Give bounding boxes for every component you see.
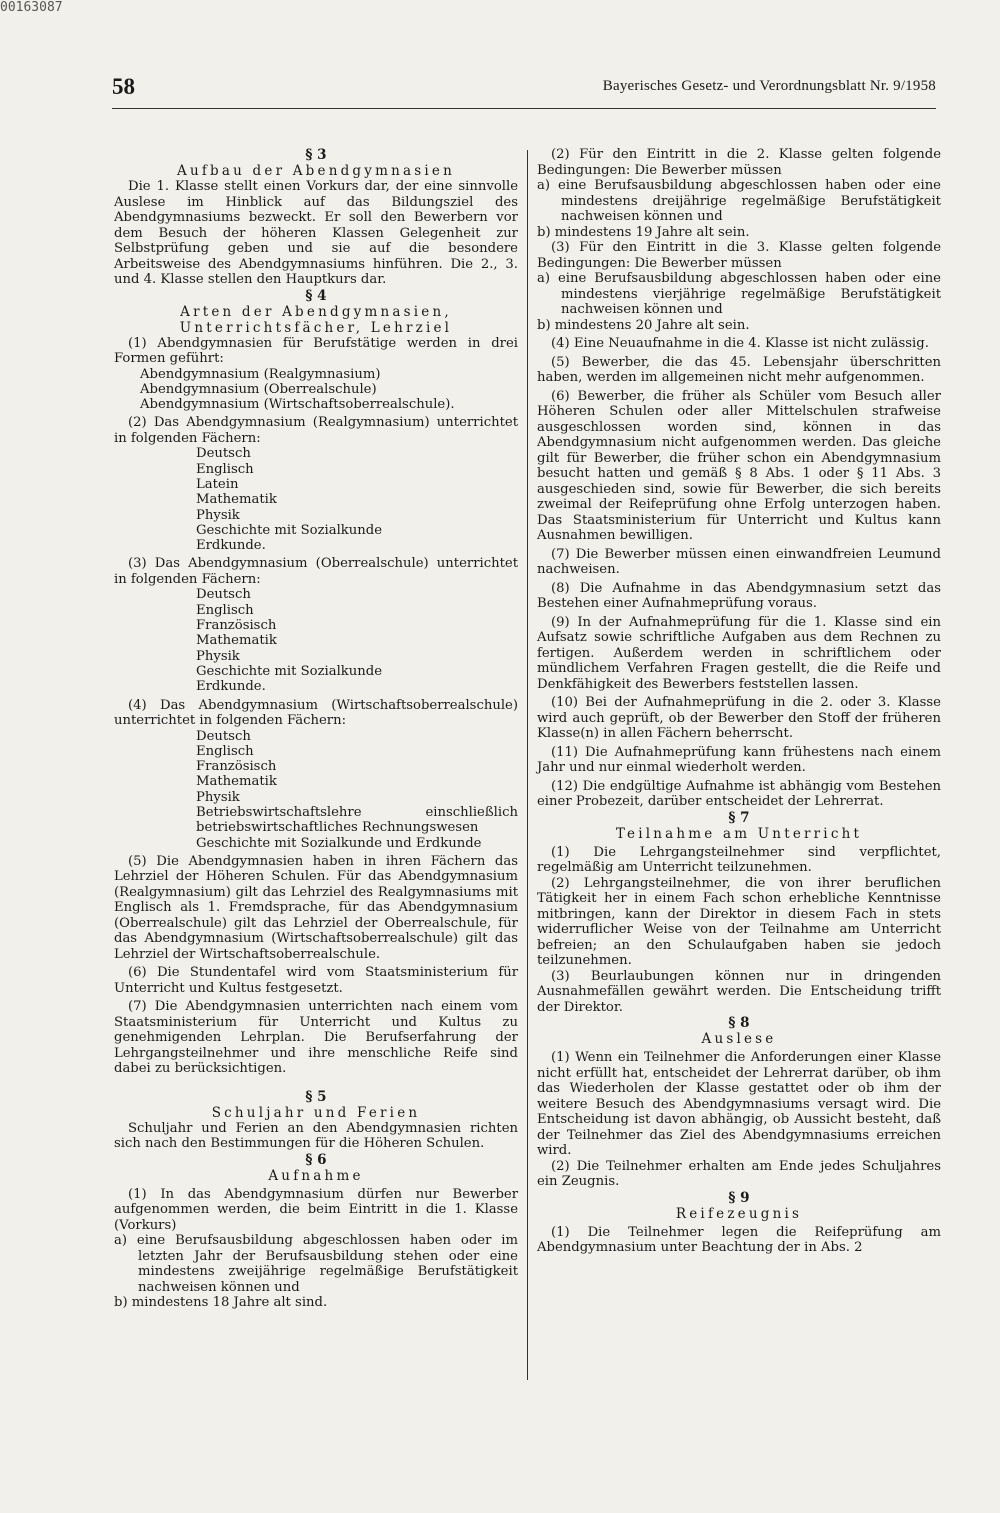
list-item: Erdkunde. [196,538,266,554]
list-item: Deutsch [196,728,251,744]
section-number: § 7 [728,809,750,826]
paragraph: (3) Beurlaubungen können nur in dringenden Ausnahmefällen gewährt werden. Die Entscheidung trifft der Direktor. [537,968,941,1015]
paragraph: (11) Die Aufnahmeprüfung kann frühestens nach einem Jahr und nur einmal wiederholt werden. [537,744,941,775]
list-item: Physik [196,648,240,664]
paragraph: (5) Bewerber, die das 45. Lebensjahr überschritten haben, werden im allgemeinen nicht mehr aufgenommen. [537,354,941,385]
paragraph: (2) Lehrgangsteilnehmer, die von ihrer beruflichen Tätigkeit her in einem Fach schon erhebliche Kenntnisse mitbringen, kann der Direktor in diesem Fach in stets widerruflicher Weise von der Teilnahme am Unterricht befreien; an den Schulaufgaben haben sie jedoch teilzunehmen. [537,875,941,968]
paragraph: (2) Das Abendgymnasium (Realgymnasium) unterrichtet in folgenden Fächern: [114,415,518,446]
section-number: § 3 [305,147,327,163]
section-title: Aufnahme [268,1167,364,1184]
form-list [114,367,518,413]
list-item: b) mindestens 19 Jahre alt sein. [537,224,750,240]
list-item: b) mindestens 18 Jahre alt sind. [114,1295,328,1311]
section-title: Reifezeugnis [675,1205,803,1222]
paragraph: (7) Die Bewerber müssen einen einwandfreien Leumund nachweisen. [537,546,941,577]
list-item: Abendgymnasium (Wirtschaftsoberrealschule). [140,397,455,413]
paragraph: Die 1. Klasse stellt einen Vorkurs dar, der eine sinnvolle Auslese im Hinblick auf das Bildungsziel des Abendgymnasiums bezweckt. Er soll den Bewerbern vor dem Besuch der höheren Klassen Gelegenheit zur Selbstprüfung geben und sie auf die besondere Arbeitsweise des Abendgymnasiums hinführen. Die 2., 3. und 4. Klasse stellen den Hauptkurs dar. [114,179,518,287]
list-item: Betriebswirtschaftslehre einschließlich betriebswirtschaftliches Rechnungswesen [196,805,518,836]
left-column [114,147,518,1311]
paragraph: (1) Wenn ein Teilnehmer die Anforderungen einer Klasse nicht erfüllt hat, entscheidet der Lehrerrat darüber, ob ihm das Wiederholen der Klasse gestattet oder ob ihm der weitere Besuch des Abendgymnasiums versagt wird. Die Entscheidung ist davon abhängig, ob Aussicht besteht, daß der Teilnehmer das Ziel des Abendgymnasiums erreichen wird. [537,1050,941,1158]
section-title: Auslese [701,1031,777,1047]
section-number: § 5 [305,1088,327,1105]
paragraph: (8) Die Aufnahme in das Abendgymnasium setzt das Bestehen einer Aufnahmeprüfung voraus. [537,580,941,611]
section-number: § 6 [305,1151,327,1168]
section-title: Teilnahme am Unterricht [615,825,863,842]
list-item: Englisch [196,743,254,759]
scan-stamp: 00163087 [0,0,63,15]
paragraph: (3) Das Abendgymnasium (Oberrealschule) unterrichtet in folgenden Fächern: [114,556,518,587]
paragraph: (12) Die endgültige Aufnahme ist abhängig vom Bestehen einer Probezeit, darüber entscheidet der Lehrerrat. [537,778,941,809]
list-item: a) eine Berufsausbildung abgeschlossen haben oder eine mindestens vierjährige regelmäßige Berufstätigkeit nachweisen können und [537,271,941,317]
paragraph: (4) Eine Neuaufnahme in die 4. Klasse ist nicht zulässig. [551,336,929,351]
list-item: Abendgymnasium (Realgymnasium) [140,366,381,382]
list-item: Französisch [196,759,277,775]
right-column [537,147,941,1256]
paragraph: (1) In das Abendgymnasium dürfen nur Bewerber aufgenommen werden, die beim Eintritt in die 1. Klasse (Vorkurs) [114,1186,518,1233]
paragraph: (4) Das Abendgymnasium (Wirtschaftsoberrealschule) unterrichtet in folgenden Fächern: [114,697,518,729]
subject-list [114,587,518,694]
section-number: § 4 [305,287,327,304]
section-title: Arten der Abendgymnasien, Unterrichtsfächer, Lehrziel [179,303,453,336]
paragraph: (6) Bewerber, die früher als Schüler vom Besuch aller Höheren Schulen oder aller Mittelschulen strafweise ausgeschlossen worden sind, können in das Abendgymnasium nicht aufgenommen werden. Das gleiche gilt für Bewerber, die früher schon ein Abendgymnasium besucht hatten und gemäß § 8 Abs. 1 oder § 11 Abs. 3 ausgeschieden sind, sowie für Bewerber, die sich bereits zweimal der Reifeprüfung ohne Erfolg unterzogen haben. Das Staatsministerium für Unterricht und Kultus kann Ausnahmen bewilligen. [537,388,941,543]
list-item: Mathematik [196,492,277,508]
paragraph: Schuljahr und Ferien an den Abendgymnasien richten sich nach den Bestimmungen für die Höheren Schulen. [114,1120,518,1152]
list-item: Geschichte mit Sozialkunde [196,663,383,679]
column-divider [527,150,528,1380]
paragraph: (2) Die Teilnehmer erhalten am Ende jedes Schuljahres ein Zeugnis. [537,1158,941,1189]
list-item: Abendgymnasium (Oberrealschule) [140,381,377,397]
list-item: Erdkunde. [196,679,266,695]
paragraph: (6) Die Stundentafel wird vom Staatsministerium für Unterricht und Kultus festgesetzt. [114,965,518,996]
list-item: Latein [196,476,239,492]
section-number: § 8 [728,1015,750,1031]
paragraph: (9) In der Aufnahmeprüfung für die 1. Klasse sind ein Aufsatz sowie schriftliche Aufgaben aus dem Rechnen zu fertigen. Außerdem werden in schriftlichem oder mündlichem Verfahren Fragen gestellt, die die Reife und Denkfähigkeit des Bewerbers feststellen lassen. [537,614,941,692]
list-item: Geschichte mit Sozialkunde [196,522,383,538]
paragraph: (1) Die Teilnehmer legen die Reifeprüfung am Abendgymnasium unter Beachtung der in Abs. 2 [537,1224,941,1255]
subject-list [114,446,518,553]
list-item: Geschichte mit Sozialkunde und Erdkunde [196,835,482,851]
list-item: Englisch [196,602,254,618]
list-item: a) eine Berufsausbildung abgeschlossen haben oder eine mindestens dreijährige regelmäßige Berufstätigkeit nachweisen können und [537,178,941,224]
list-item: Deutsch [196,446,251,462]
section-title: Aufbau der Abendgymnasien [177,163,455,179]
section-title: Schuljahr und Ferien [211,1104,421,1121]
subject-list [114,729,518,851]
list-item: Englisch [196,461,254,477]
paragraph: (7) Die Abendgymnasien unterrichten nach einem vom Staatsministerium für Unterricht und Kultus zu genehmigenden Lehrplan. Die Berufserfahrung der Lehrgangsteilnehmer und ihre menschliche Reife sind dabei zu berücksichtigen. [114,999,518,1077]
paragraph: (2) Für den Eintritt in die 2. Klasse gelten folgende Bedingungen: Die Bewerber müssen [537,147,941,178]
paragraph: (1) Abendgymnasien für Berufstätige werden in drei Formen geführt: [114,335,518,366]
page-header [112,74,936,109]
list-item: Mathematik [196,633,277,649]
list-item: b) mindestens 20 Jahre alt sein. [537,317,750,333]
paragraph: (10) Bei der Aufnahmeprüfung in die 2. oder 3. Klasse wird auch geprüft, ob der Bewerber den Stoff der früheren Klasse(n) in allen Fächern beherrscht. [537,695,941,741]
page-number: 58 [112,74,135,99]
section-number: § 9 [728,1189,750,1206]
list-item: a) eine Berufsausbildung abgeschlossen haben oder im letzten Jahr der Berufsausbildung stehen oder eine mindestens zweijährige regelmäßige Berufstätigkeit nachweisen können und [114,1233,518,1295]
list-item: Französisch [196,618,277,634]
list-item: Deutsch [196,587,251,603]
running-title: Bayerisches Gesetz- und Verordnungsblatt Nr. 9/1958 [602,78,936,94]
list-item: Physik [196,507,240,523]
paragraph: (5) Die Abendgymnasien haben in ihren Fächern das Lehrziel der Höheren Schulen. Für das Abendgymnasium (Realgymnasium) gilt das Lehrziel des Realgymnasiums mit Englisch als 1. Fremdsprache, für das Abendgymnasium (Oberrealschule) gilt das Lehrziel der Oberrealschule, für das Abendgymnasium (Wirtschaftsoberrealschule) gilt das Lehrziel der Wirtschaftsoberrealschule. [114,853,518,962]
paragraph: (1) Die Lehrgangsteilnehmer sind verpflichtet, regelmäßig am Unterricht teilzunehmen. [537,844,941,875]
list-item: Physik [196,789,240,805]
paragraph: (3) Für den Eintritt in die 3. Klasse gelten folgende Bedingungen: Die Bewerber müssen [537,240,941,271]
list-item: Mathematik [196,774,277,790]
